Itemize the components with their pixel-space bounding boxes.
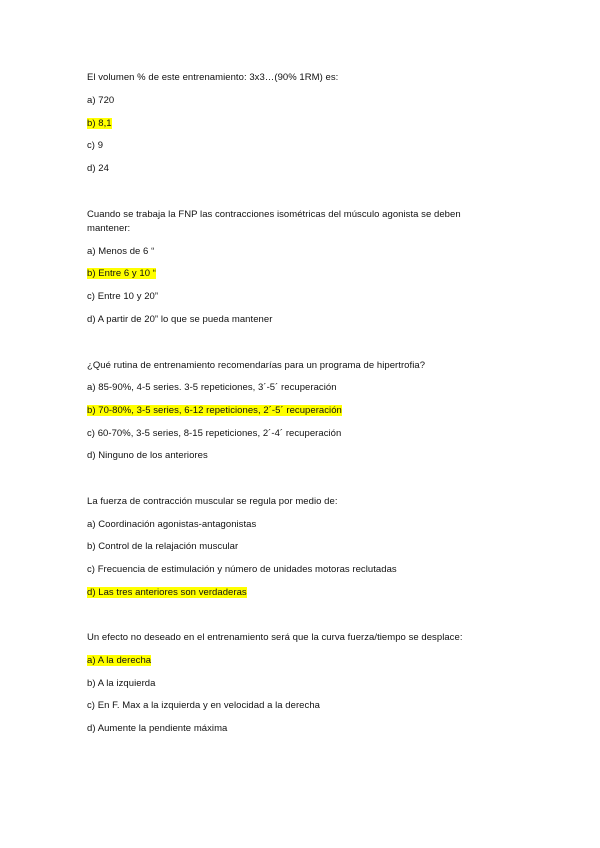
question-3-option-c: c) 60-70%, 3-5 series, 8-15 repeticiones, 2´-4´ recuperación: [87, 428, 342, 439]
highlighted-answer: d) Las tres anteriores son verdaderas: [87, 587, 247, 598]
question-1-option-b: [87, 118, 112, 130]
question-5-option-d: d) Aumente la pendiente máxima: [87, 723, 228, 734]
question-1-option-a: a) 720: [87, 95, 115, 106]
question-4-option-d: [87, 587, 247, 599]
highlighted-answer: b) 8,1: [87, 118, 112, 129]
highlighted-answer: b) 70-80%, 3-5 series, 6-12 repeticiones, 2´-5´ recuperación: [87, 405, 342, 416]
question-5-option-c: c) En F. Max a la izquierda y en velocidad a la derecha: [87, 700, 320, 711]
question-5-option-a: [87, 655, 151, 667]
question-4-option-b: b) Control de la relajación muscular: [87, 541, 239, 552]
question-3-option-b: [87, 405, 342, 417]
question-2-option-b: [87, 268, 156, 280]
question-4-option-c: c) Frecuencia de estimulación y número de unidades motoras reclutadas: [87, 564, 397, 575]
highlighted-answer: b) Entre 6 y 10 “: [87, 268, 156, 279]
question-3-prompt: ¿Qué rutina de entrenamiento recomendarías para un programa de hipertrofia?: [87, 360, 426, 371]
question-1-option-c: c) 9: [87, 140, 104, 151]
question-2-option-a: a) Menos de 6 “: [87, 246, 155, 257]
question-2-option-c: c) Entre 10 y 20”: [87, 291, 159, 302]
question-1-option-d: d) 24: [87, 163, 109, 174]
question-2-prompt-line-1: Cuando se trabaja la FNP las contracciones isométricas del músculo agonista se deben: [87, 209, 461, 220]
question-4-option-a: a) Coordinación agonistas-antagonistas: [87, 519, 257, 530]
question-3-option-a: a) 85-90%, 4-5 series. 3-5 repeticiones, 3´-5´ recuperación: [87, 382, 337, 393]
question-5-prompt: Un efecto no deseado en el entrenamiento será que la curva fuerza/tiempo se desplace:: [87, 632, 463, 643]
question-2-prompt-line-2: mantener:: [87, 223, 131, 234]
question-4-prompt: La fuerza de contracción muscular se regula por medio de:: [87, 496, 338, 507]
question-3-option-d: d) Ninguno de los anteriores: [87, 450, 208, 461]
highlighted-answer: a) A la derecha: [87, 655, 152, 666]
question-2-option-d: d) A partir de 20” lo que se pueda mantener: [87, 314, 273, 325]
question-1-prompt: El volumen % de este entrenamiento: 3x3…(90% 1RM) es:: [87, 72, 339, 83]
question-5-option-b: b) A la izquierda: [87, 678, 156, 689]
